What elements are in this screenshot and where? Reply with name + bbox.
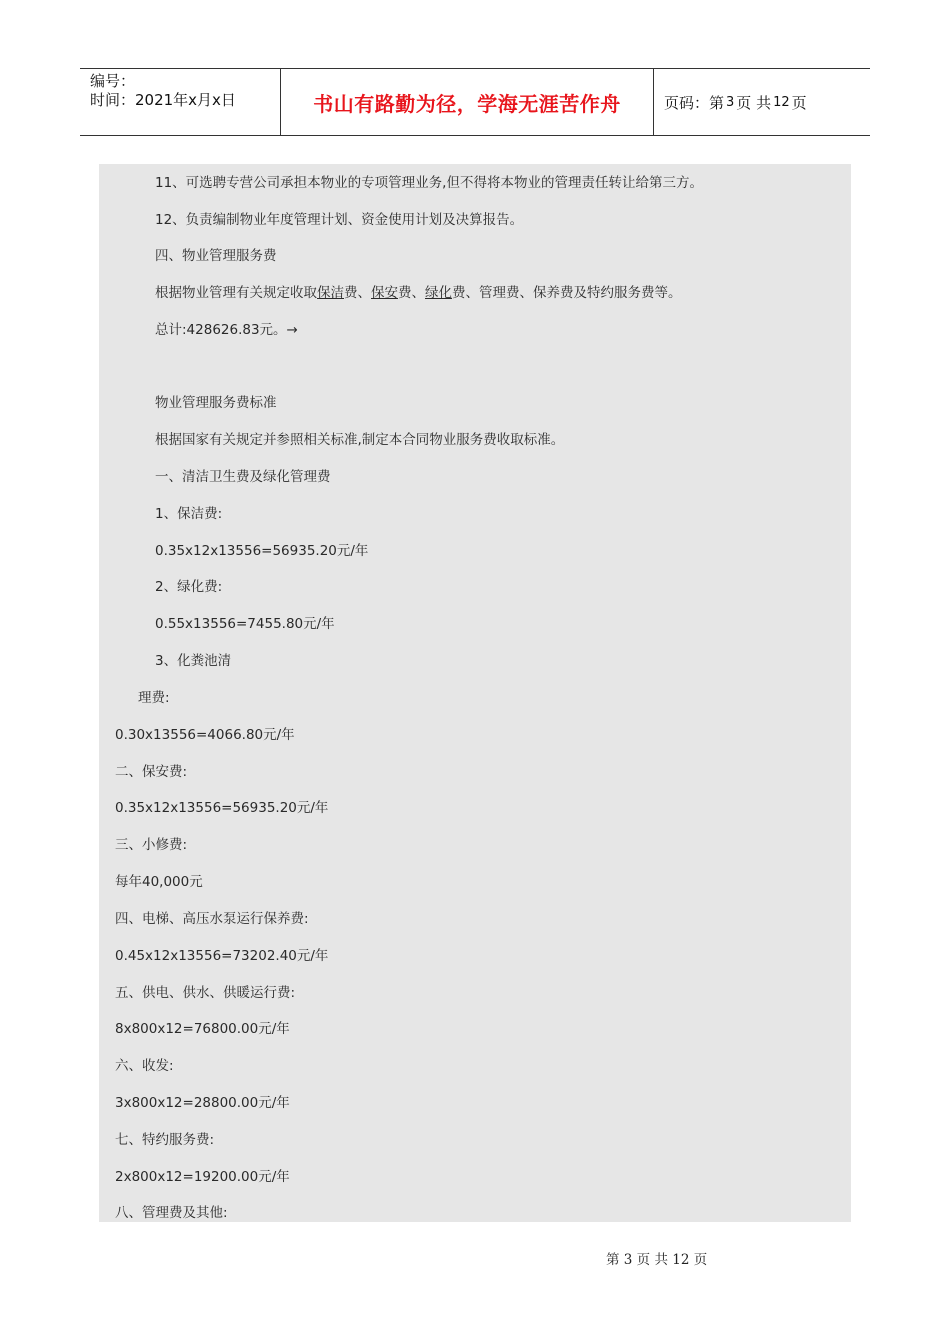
- section-management-fee: 八、管理费及其他:: [115, 1205, 228, 1221]
- item-septic-fee-cont: 理费:: [138, 690, 170, 706]
- clause-12: 12、负责编制物业年度管理计划、资金使用计划及决算报告。: [155, 212, 524, 228]
- cleaning-link: 保洁: [317, 285, 344, 301]
- page-footer: 第 3 页 共 12 页: [606, 1252, 708, 1268]
- clause-11: 11、可选聘专营公司承担本物业的专项管理业务,但不得将本物业的管理责任转让给第三方。: [155, 175, 703, 191]
- total-amount: 总计:428626.83元。→: [155, 322, 298, 338]
- header-meta: [80, 69, 281, 135]
- fee-standard-heading: 物业管理服务费标准: [155, 395, 277, 411]
- formula-special-service-fee: 2x800x12=19200.00元/年: [115, 1169, 290, 1185]
- greening-link: 绿化: [425, 285, 452, 301]
- page-total: 12: [773, 94, 790, 110]
- value-repair-fee: 每年40,000元: [115, 874, 203, 890]
- fees-description: 根据物业管理有关规定收取保洁费、保安费、绿化费、管理费、保养费及特约服务费等。: [155, 285, 682, 301]
- document-number-label: 编号：: [90, 72, 136, 90]
- item-septic-fee: 3、化粪池清: [155, 653, 232, 669]
- section-elevator-fee: 四、电梯、高压水泵运行保养费:: [115, 911, 309, 927]
- page-header: [80, 68, 870, 136]
- section-mail-fee: 六、收发:: [115, 1058, 174, 1074]
- section-special-service-fee: 七、特约服务费:: [115, 1132, 215, 1148]
- security-link: 保安: [371, 285, 398, 301]
- page-prefix: 页码：第: [664, 93, 725, 112]
- formula-greening-fee: 0.55x13556=7455.80元/年: [155, 616, 335, 632]
- section-cleaning-greening: 一、清洁卫生费及绿化管理费: [155, 469, 331, 485]
- section-repair-fee: 三、小修费:: [115, 837, 188, 853]
- section-security-fee: 二、保安费:: [115, 764, 188, 780]
- page-mid: 页 共: [736, 93, 772, 112]
- header-motto: 书山有路勤为径，学海无涯苦作舟: [281, 69, 654, 135]
- item-greening-fee: 2、绿化费:: [155, 579, 223, 595]
- formula-utilities-fee: 8x800x12=76800.00元/年: [115, 1021, 290, 1037]
- page-current: 3: [726, 94, 735, 110]
- fee-standard-intro: 根据国家有关规定并参照相关标准,制定本合同物业服务费收取标准。: [155, 432, 565, 448]
- header-page-number: [654, 69, 870, 135]
- section-heading-fees: 四、物业管理服务费: [155, 248, 277, 264]
- formula-mail-fee: 3x800x12=28800.00元/年: [115, 1095, 290, 1111]
- section-utilities-fee: 五、供电、供水、供暖运行费:: [115, 985, 296, 1001]
- item-cleaning-fee: 1、保洁费:: [155, 506, 223, 522]
- formula-septic-fee: 0.30x13556=4066.80元/年: [115, 727, 295, 743]
- formula-elevator-fee: 0.45x12x13556=73202.40元/年: [115, 948, 329, 964]
- formula-cleaning-fee: 0.35x12x13556=56935.20元/年: [155, 543, 369, 559]
- page-suffix: 页: [791, 93, 807, 112]
- document-date: 时间：2021年x月x日: [90, 91, 236, 109]
- document-body: [99, 164, 851, 1222]
- formula-security-fee: 0.35x12x13556=56935.20元/年: [115, 800, 329, 816]
